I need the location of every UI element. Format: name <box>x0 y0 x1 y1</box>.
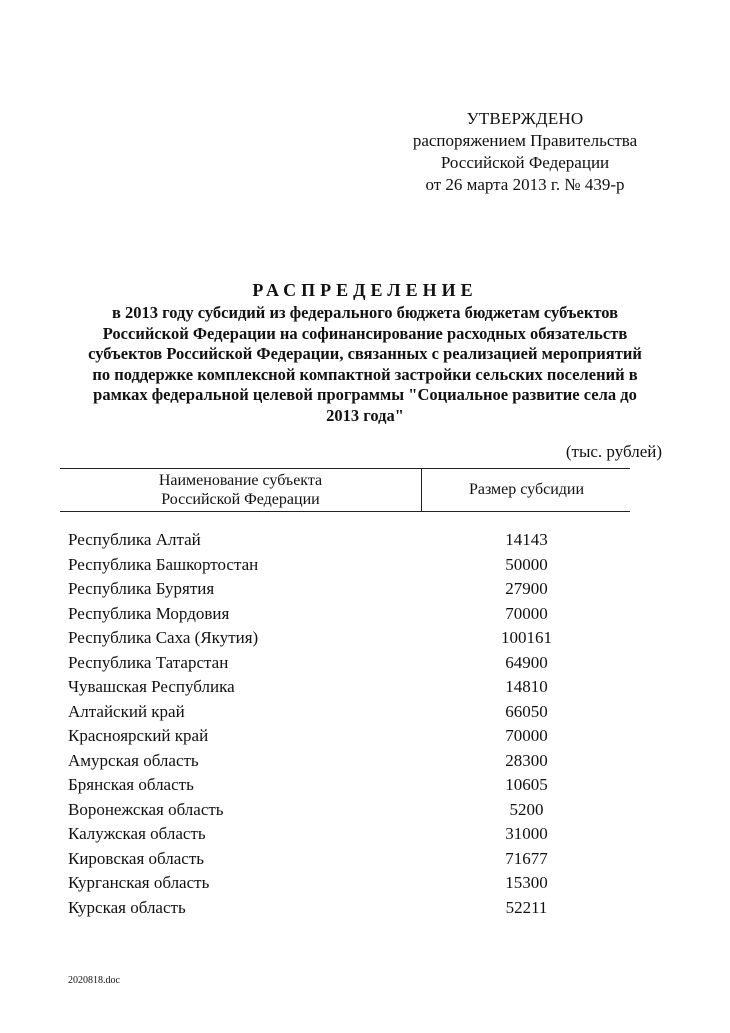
column-header-value: Размер субсидии <box>468 481 585 498</box>
approval-line-1: распоряжением Правительства <box>412 131 638 150</box>
approval-line-3: от 26 марта 2013 г. № 439-р <box>425 175 625 194</box>
subsidy-amount: 28300 <box>505 750 548 770</box>
table-row <box>60 773 630 798</box>
subsidy-amount: 64900 <box>505 652 548 672</box>
approval-block <box>380 108 670 196</box>
subsidy-amount: 14143 <box>505 530 548 549</box>
approval-line-2: Российской Федерации <box>440 153 610 172</box>
region-name: Алтайский край <box>68 701 185 721</box>
table-row <box>60 749 630 774</box>
subtitle-line-2: Российской Федерации на софинансирование расходных обязательств <box>102 323 628 343</box>
table-row <box>60 847 630 872</box>
region-name: Брянская область <box>68 775 194 794</box>
footer-filename: 2020818.doc <box>68 975 120 986</box>
subtitle-line-1: в 2013 году субсидий из федерального бюджета бюджетам субъектов <box>112 303 618 322</box>
table-row <box>60 896 630 921</box>
table-row <box>60 602 630 627</box>
table-row <box>60 822 630 847</box>
region-name: Республика Татарстан <box>68 652 229 672</box>
subtitle-line-6: 2013 года" <box>326 405 404 425</box>
table-row <box>60 626 630 651</box>
region-name: Республика Башкортостан <box>68 554 259 574</box>
units-label: (тыс. рублей) <box>565 442 662 461</box>
subsidy-amount: 31000 <box>505 824 548 843</box>
table-row <box>60 798 630 823</box>
subsidy-amount: 10605 <box>505 775 548 794</box>
table-row <box>60 675 630 700</box>
subsidy-amount: 70000 <box>505 603 548 623</box>
approval-title: УТВЕРЖДЕНО <box>466 109 584 128</box>
table-row <box>60 700 630 725</box>
region-name: Воронежская область <box>68 799 224 819</box>
table-row <box>60 871 630 896</box>
region-name: Красноярский край <box>68 726 209 745</box>
subsidy-amount: 5200 <box>509 799 544 819</box>
table-row <box>60 553 630 578</box>
table-row <box>60 651 630 676</box>
region-name: Республика Алтай <box>68 530 201 549</box>
subsidy-amount: 50000 <box>505 554 548 574</box>
subsidy-amount: 70000 <box>505 726 548 745</box>
region-name: Кировская область <box>68 848 205 868</box>
document-heading <box>55 278 675 426</box>
table-row <box>60 724 630 749</box>
document-title: РАСПРЕДЕЛЕНИЕ <box>252 280 478 300</box>
region-name: Республика Саха (Якутия) <box>68 628 259 647</box>
region-name: Республика Бурятия <box>68 579 215 598</box>
column-header-name-line-2: Российской Федерации <box>161 491 320 508</box>
column-header-name-line-1: Наименование субъекта <box>158 472 323 489</box>
region-name: Чувашская Республика <box>68 677 235 696</box>
subsidy-amount: 52211 <box>505 897 548 917</box>
subtitle-line-5: рамках федеральной целевой программы "Социальное развитие села до <box>93 385 637 404</box>
subsidy-amount: 66050 <box>505 701 548 721</box>
table-row <box>60 577 630 602</box>
table-row <box>60 528 630 553</box>
region-name: Курганская область <box>68 873 210 892</box>
subsidy-table <box>60 468 630 917</box>
region-name: Калужская область <box>68 824 206 843</box>
region-name: Курская область <box>68 897 186 917</box>
region-name: Амурская область <box>68 750 199 770</box>
table-header <box>60 468 630 512</box>
table-body <box>60 528 630 920</box>
subsidy-amount: 100161 <box>501 628 552 647</box>
region-name: Республика Мордовия <box>68 603 230 623</box>
subsidy-amount: 14810 <box>505 677 548 696</box>
subsidy-amount: 71677 <box>505 848 548 868</box>
subtitle-line-3: субъектов Российской Федерации, связанных с реализацией мероприятий <box>88 344 642 363</box>
subsidy-amount: 15300 <box>505 873 548 892</box>
subtitle-line-4: по поддержке комплексной компактной застройки сельских поселений в <box>92 364 638 384</box>
column-header-name <box>60 469 422 511</box>
subsidy-amount: 27900 <box>505 579 548 598</box>
